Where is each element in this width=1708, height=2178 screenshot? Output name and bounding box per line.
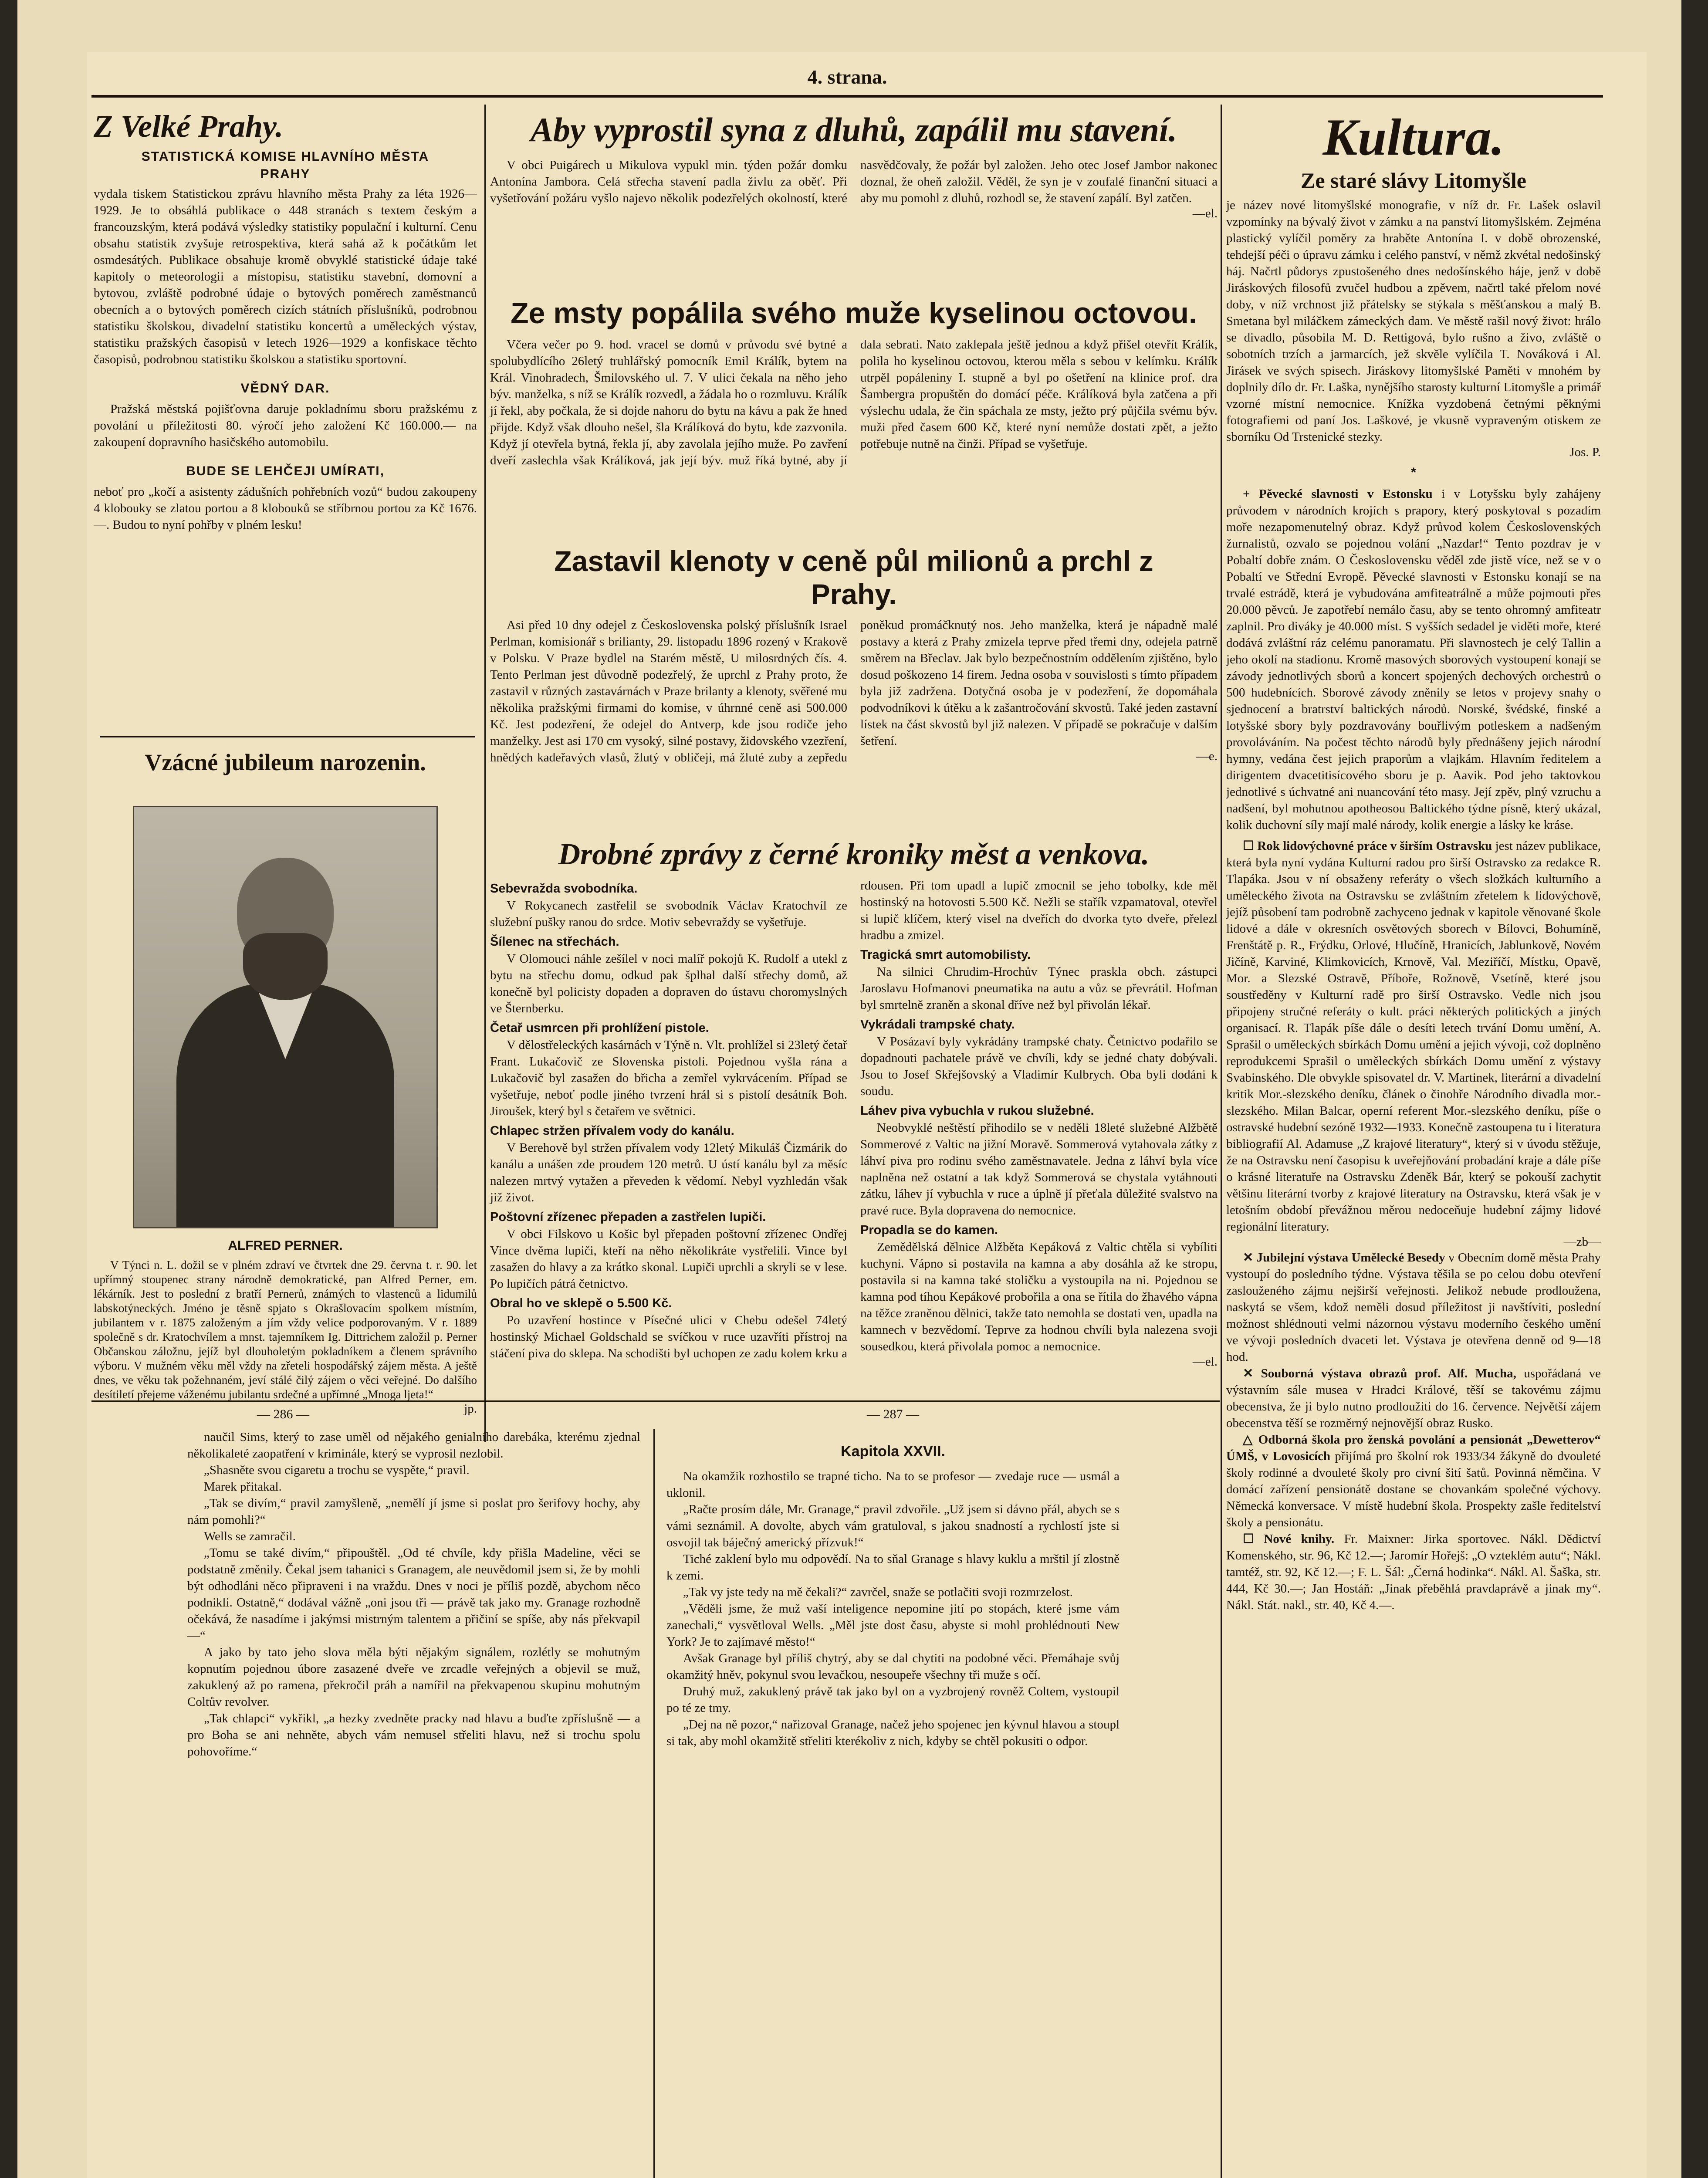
chronicle-title: Drobné zprávy z černé kroniky měst a venkova.	[558, 838, 1150, 871]
chronicle	[490, 836, 1218, 1394]
chronicle-item-title: Láhev piva vybuchla v rukou služebné.	[860, 1104, 1094, 1118]
article-signature: —e.	[1196, 749, 1218, 763]
novel-text-right	[666, 1468, 1120, 1749]
col1-news	[94, 109, 477, 754]
jubilee-signature: jp.	[464, 1402, 477, 1416]
page-number-right: — 287 —	[867, 1407, 919, 1421]
novel-paragraph: naučil Sims, který to zase uměl od nějakého genialního darebáka, kterému zjednal několikaleté zaopatření v kriminále, který se vyprosil nezlobil.	[187, 1430, 640, 1461]
chronicle-item-text: V Berehově byl stržen přívalem vody 12letý Mikuláš Čizmárik do kanálu a unášen zde proudem 120 metrů. U ústí kanálu byl za měsíc nalezen mrtvý vytažen a převeden k vědomí. Nebyl vyzhledán však již život.	[490, 1141, 847, 1204]
novel-paragraph: „Dej na ně pozor,“ nařizoval Granage, načež jeho spojenec jen kývnul hlavou a stoupl si tak, aby mohl okamžitě střeliti kterékoliv z nich, kdyby se chtěl pokusiti o odpor.	[666, 1718, 1120, 1748]
chronicle-item-title: Šílenec na střechách.	[490, 935, 619, 949]
chronicle-signature: —el.	[1192, 1355, 1218, 1369]
novel-right	[666, 1429, 1120, 2178]
portrait-photo	[133, 806, 438, 1228]
article-body: uspořádaná ve výstavním sále musea v Hradci Králové, těší se takovému zájmu obecenstva, že ji bylo nutno prodloužiti do 16. července. Největší zájem obecenstva těší se rozměrný nejnovější obraz Rusko.	[1226, 1366, 1601, 1430]
chronicle-item-text: V Posázaví byly vykrádány trampské chaty. Četnictvo podařilo se dopadnouti pachatele právě ve chvíli, kdy se jedné chaty dobývali. Jsou to Josef Skřejšovský a Vladimír Kulbrych. Oba byli dodáni k soudu.	[860, 1035, 1218, 1098]
article-text: neboť pro „kočí a asistenty zádušních pohřebních vozů“ budou zakoupeny 4 klobouky se zlatou portou a 8 klobouků se stříbrnou portou za Kč 1676.—. Budou to nyní pohřby v plném lesku!	[94, 485, 477, 532]
article-title: STATISTICKÁ KOMISE HLAVNÍHO MĚSTA PRAHY	[141, 149, 430, 181]
novel-chapter: Kapitola XXVII.	[841, 1443, 945, 1460]
novel-text-left	[187, 1429, 640, 1760]
section-title-velke-prahy: Z Velké Prahy.	[94, 109, 284, 144]
article-title: ✕ Jubilejní výstava Umělecké Besedy	[1243, 1251, 1445, 1265]
article-title: ☐ Rok lidovýchovné práce v širším Ostravsku	[1243, 839, 1492, 853]
article-columns	[490, 336, 1218, 469]
chronicle-item-text: Na silnici Chrudim-Hrochův Týnec praskla obch. zástupci Jaroslavu Hofmanovi pneumatika na autu a vůz se převrátil. Hofman byl smrtelně zraněn a skonal dříve než byl přivolán lékař.	[860, 965, 1218, 1012]
chronicle-item-text: Po uzavření hostince v Písečné ulici v Chebu odešel 74letý hostinský Michael Goldschald se svíčkou v ruce uzavříti přístroj na stáčení piva do sklepa. Na schodišti byl uchopen ze zadu kolem krku a rdousen. Při tom upadl a lupič zmocnil se jeho tobolky, kde měl hostinský na hotovosti 5.500 Kč. Nežli se stařík vzpamatoval, otevřel si lupič klíčem, který visel na dveřích do dvorka tyto dveře, přelezl hradbu a zmizel.	[490, 879, 1218, 1360]
article-columns	[490, 157, 1218, 221]
column-rule-2	[1221, 105, 1222, 2178]
article-title: BUDE SE LEHČEJI UMÍRATI,	[186, 464, 385, 478]
novel-paragraph: „Tak chlapci“ vykřikl, „a hezky zvedněte pracky nad hlavu a buďte zpříslušně — a pro Boha se ani nehněte, abych vám nemusel střeliti hlavu, než si trochu spolu pohovoříme.“	[187, 1711, 640, 1759]
chronicle-item-text: Zemědělská dělnice Alžběta Kepáková z Valtic chtěla si vybíliti kuchyni. Vápno si postavila na kamna a aby dosáhla až ke stropu, postavila si na kamna také stoličku a vystoupila na ni. Pojednou se kamna pod tíhou Kepákové probořila a ona se řítila do žhavého vápna na těžce zraněnou dělnici, takže tato nemohla se dostati ven, upadla na kamnech v bezvědomí. Teprve za hodnou chvíli byla nalezena svoji sousedkou, která přivolala pomoc a nemocnice.	[860, 1240, 1218, 1353]
article-title: Aby vyprostil syna z dluhů, zapálil mu stavení.	[530, 111, 1177, 149]
article-text	[1226, 1531, 1601, 1613]
article-text: je název nové litomyšlské monografie, v níž dr. Fr. Lašek oslavil vzpomínky na bývalý život v zámku a na panství litomyšlském. Zejména plastický vylíčil poměry za hraběte Antonína I. v době obrozenské, tehdejší péči o úpravu zámku i celého panství, v němž zkvétal nedošinský háj. Načrtl půdorys zpustošeného dnes nedošínského háje, jenž v době Jiráskových filosofů zvučel hudbou a zpěvem, načrtl také přelom nové doby, v níž vrchnost již přátelsky se stýkala s měšťanskou a malý B. Smetana byl miláčkem zámeckých dam. Ve městě rašil nový život: hrálo se divadlo, působila M. D. Rettigová, bylo rušno a živo, zvláště o sobotních trzích a jarmarcích, jež skvěle vylíčila T. Nováková i Al. Jirásek ve svých spisech. Jiráskovy litomyšlské Paměti v mnohém by doplnily dílo dr. Fr. Laška, nynějšího starosty kulturní Litomyšle a primář vzorné místní nemocnice. Knížka vyzdobená četnými pěknými fotografiemi od paní Jos. Laškové, je vkusně vypraveným otiskem ze sborníku Od Trstenické stezky.	[1226, 198, 1601, 444]
article-title: Ze staré slávy Litomyšle	[1301, 168, 1526, 193]
chronicle-item-title: Sebevražda svobodníka.	[490, 882, 638, 896]
article-body: Fr. Maixner: Jirka sportovec. Nákl. Dědictví Komenského, str. 96, Kč 12.—; Jaromír Hořejš: „O vzteklém autu“; Nákl. tamtéž, str. 92, Kč 12.—; F. L. Šál: „Černá hodinka“. Nákl. Al. Šaška, str. 444, Kč 30.—; Jan Hostáň: „Jinak přeběhlá pravdaprávě a jinak my“. Nákl. Stát. nakl., str. 40, Kč 4.—.	[1226, 1532, 1601, 1612]
article-signature: —zb—	[1563, 1235, 1601, 1249]
novel-paragraph: „Tak se divím,“ pravil zamyšleně, „nemělí jí jsme si poslat pro šerifovy hochy, aby nám pomohli?“	[187, 1496, 640, 1527]
article-text: Pražská městská pojišťovna daruje pokladnímu sboru pražskému z povolání u příležitosti 80. výročí jeho založení Kč 160.000.— na zakoupení dopravního hasičského automobilu.	[94, 402, 477, 449]
article-title: ☐ Nové knihy.	[1243, 1532, 1335, 1546]
chronicle-item-title: Poštovní zřízenec přepaden a zastřelen lupiči.	[490, 1210, 766, 1224]
article-title: + Pěvecké slavnosti v Estonsku	[1243, 487, 1433, 501]
article-text: Asi před 10 dny odejel z Československa polský příslušník Israel Perlman, komisionář s brilianty, 29. listopadu 1896 rozený v Krakově v Polsku. V Praze bydlel na Starém městě, U milosrdných čís. 4. Tento Perlman jest důvodně podezřelý, že uprchl z Prahy proto, že zastavil v různých zastavárnách v Praze brilanty a klenoty, svěřené mu několika pražskými firmami do komise, v úhrnné ceně asi 500.000 Kč. Jest podezření, že odejel do Antverp, kde jsou rodiče jeho manželky. Jest asi 170 cm vysoký, silné postavy, židovského vzezření, hnědých kadeřavých vlasů, žlutý v obličeji, má žluté zuby a zepředu poněkud promáčknutý nos. Jeho manželka, která je nápadně malé postavy a která z Prahy zmizela teprve před třemi dny, odejela patrně směrem na Břeclav. Jak bylo bezpečnostním oddělením zjištěno, bylo dosud poškozeno 14 firem. Jedna osoba v souvislosti s tímto případem byla již zadržena. Dotyčná osoba je v podezření, že dopomáhala podvodníkovi k útěku a k zašantročování skvostů. Také jeden zastavní lístek na část skvostů byl již nalezen. V případě se pokračuje v dalším šetření.	[490, 618, 1218, 764]
chronicle-item-title: Chlapec stržen přívalem vody do kanálu.	[490, 1124, 734, 1138]
col3-kultura	[1226, 109, 1601, 2178]
article-title: Zastavil klenoty v ceně půl milionů a prchl z Prahy.	[554, 545, 1153, 610]
chronicle-item-text: V dělostřeleckých kasárnách v Týně n. Vlt. prohlížel si 23letý četař Frant. Lukačovič ze Slovenska pistoli. Pojednou vyšla rána a Lukačovič byl zasažen do břicha a zemřel vykrvácením. Případ se vyšetřuje, neboť podle jiného tvrzení hrál si s pistolí desátník Boh. Jiroušek, který byl s četařem ve světnici.	[490, 1038, 847, 1118]
article-text	[1226, 486, 1601, 833]
novel-paragraph: Wells se zamračil.	[204, 1529, 296, 1543]
article-title: VĚDNÝ DAR.	[240, 381, 330, 396]
article-jambor	[490, 109, 1218, 292]
article-text	[1226, 1249, 1601, 1365]
article-text	[1226, 1431, 1601, 1531]
novel-paragraph: Druhý muž, zakuklený právě tak jako byl on a vyzbrojený rovněž Coltem, vystoupil po té ze tmy.	[666, 1684, 1120, 1715]
novel-column-rule	[653, 1429, 655, 2178]
novel-paragraph: Tiché zaklení bylo mu odpovědí. Na to sňal Granage s hlavy kuklu a mrštil jí zlostně k zemi.	[666, 1552, 1120, 1583]
article-text	[1226, 1365, 1601, 1431]
article-text	[1226, 838, 1601, 1235]
novel-paragraph: A jako by tato jeho slova měla býti nějakým signálem, rozlétly se mohutným kopnutím pojednou úbore zasazené dveře ve zrcadle veřejných a objevil se muž, zakuklený až po ramena, překročil práh a namířil na překvapenou skupinu mohutným Coltův revolver.	[187, 1645, 640, 1709]
chronicle-item-text: Neobvyklé neštěstí přihodilo se v neděli 18leté služebné Alžbětě Sommerové z Valtic na jižní Moravě. Sommerová vytahovala zátky z láhví piva pro rodinu svého zaměstnavatele. Jedna z láhví byla více naplněna než ostatní a tak když Sommerová se chystala vytáhnouti zátku, láhev jí vybuchla v ruce a úplně jí přeťala důležité svalstvo na pravé ruce. Byla dopravena do nemocnice.	[860, 1121, 1218, 1218]
separator-star: *	[1411, 465, 1416, 480]
article-columns	[490, 617, 1218, 766]
article-signature: —el.	[1192, 206, 1218, 220]
article-signature: Jos. P.	[1569, 445, 1601, 459]
chronicle-item-text: V Olomouci náhle zešílel v noci malíř pokojů K. Rudolf a utekl z bytu na střechu domu, odkud pak šplhal další střechy domů, až konečně byl policisty dopaden a dopraven do ústavu choromyslných ve Šternberku.	[490, 952, 847, 1015]
novel-paragraph: „Shasněte svou cigaretu a trochu se vyspěte,“ pravil.	[204, 1463, 470, 1477]
chronicle-item-text: V obci Filskovo u Košic byl přepaden poštovní zřízenec Ondřej Vince dvěma lupiči, kteří na něho několikráte vystřelili. Vince byl zasažen do hlavy a za krátko skonal. Lupiči uprchli a skryli se v lese. Po lupičích pátrá četnictvo.	[490, 1227, 847, 1291]
chronicle-item-title: Tragická smrt automobilisty.	[860, 948, 1031, 962]
article-body: i v Lotyšsku byly zahájeny průvodem v národních krojích s prapory, který poskytoval s pozadím moře nezapomenutelný obraz. Když průvod kolem Československých žurnalistů, ozvalo se pojednou volání „Nazdar!“ Tento pozdrav je v Pobaltí dobře znám. O Československu věděl zde jistě více, než se v o Pobaltí ve Střední Evropě. Pěvecké slavnosti v Estonsku konají se na trvalé estrádě, která je vybudována amfiteatrálně a může pojmouti přes 20.000 pěvců. Je zapotřebí nemálo času, aby se tento ohromný amfiteatr zaplnil. Pro diváky je 40.000 míst. S vyšších sedadel je viděti moře, které dodává zvláštní ráz celému panoramatu. Při slavnostech je celý Tallin a jeho okolí na stadionu. Kromě masových sborových vystoupení konají se závody jednotlivých sborů a koncert spojených dechových orchestrů o 500 hudebnících. Sborové závody zněnily se letos v projevy snahy o sjednocení a bratrství baltických národů. Norské, švédské, finské a lotyšské sbory byly pozdravovány bouřlivým potleskem a nadšeným provoláváním. Na počest těchto národů byly přednášeny jejich národní hymny, vedána čest jejich praporům a vlajkám. Hlavním ředitelem a dirigentem dvacetitisícového sboru je p. Aavik. Pod jeho taktovkou jednotlivé s úchvatné ani nuancování této masy. Její zpěv, plný vzruchu a nadšení, byl mohutnou apotheosou Baltického týdne písně, který ukázal, kolik duchovní síly mají malé národy, kolik energie a lásky ke kráse.	[1226, 487, 1601, 832]
article-title: Ze msty popálila svého muže kyselinou octovou.	[511, 297, 1197, 330]
article-title: ✕ Souborná výstava obrazů prof. Alf. Mucha,	[1243, 1366, 1516, 1380]
novel-paragraph: „Tomu se také divím,“ připouštěl. „Od té chvíle, kdy přišla Madeline, věci se podstatně změnily. Čekal jsem tahanici s Granagem, ale neuvědomil jsem si, že by mohli být odhodláni něco připraveni i na vraždu. Dnes v noci je příliš pozdě, abychom něco podnikli. Ostatně,“ dodával vážně „oni jsou tři — právě tak jako my. Granage rozhodně očekává, že nasadíme i jakýmsi mistrným talentem a přičiní se spíše, aby nás překvapil —“	[187, 1546, 640, 1643]
section-title-kultura: Kultura.	[1322, 108, 1505, 166]
chronicle-item-text: V Rokycanech zastřelil se svobodník Václav Kratochvíl ze služební pušky ranou do srdce. Motiv sebevraždy se vyšetřuje.	[490, 899, 847, 929]
page-number-header: 4. strana.	[807, 66, 887, 88]
chronicle-item-title: Četař usmrcen při prohlížení pistole.	[490, 1021, 709, 1035]
novel-paragraph: Avšak Granage byl příliš chytrý, aby se dal chytiti na podobné věci. Přemáhaje svůj okamžitý hněv, pokynul svou levačkou, nesoupeře všechny tři muže s očí.	[666, 1651, 1120, 1682]
article-perlman	[490, 544, 1218, 832]
article-text: V obci Puigárech u Mikulova vypukl min. týden požár domku Antonína Jambora. Celá střecha stavení padla živlu za oběť. Při vyšetřování požáru vyšlo najevo několik podezřelých okolností, které nasvědčovaly, že požár byl založen. Jeho otec Josef Jambor nakonec doznal, že oheň založil. Věděl, že syn je v zoufalé finanční situaci a aby mu pomohl z dluhů, rozhodl se, že stavení zapálí. Byl zatčen.	[490, 158, 1218, 205]
jubilee-title: Vzácné jubileum narozenin.	[145, 749, 426, 775]
chronicle-item-title: Propadla se do kamen.	[860, 1223, 998, 1237]
article-text: Včera večer po 9. hod. vracel se domů v průvodu své bytné a spolubydlícího 26letý truhlářský pomocník Emil Králík, bytem na Král. Vinohradech, Šmilovského ul. 7. V ulici čekala na něho jeho býv. manželka, s níž se Králík rozvedl, a žádala ho o rozmluvu. Králík jí řekl, aby počkala, že si dojde nahoru do bytu na kávu a pak že hned přijde. Když však dlouho nešel, šla Králíková do bytu, kde zazvonila. Když jí otevřela bytná, řekla jí, aby zavolala jejího muže. Po zavření dveří zaslechla však Králíková, jak její býv. muž říká bytné, aby jí dala sebrati. Nato zaklepala ještě jednou a když přišel otevřít Králík, polila ho kyselinou octovou, kterou měla s sebou v kelímku. Králík utrpěl popáleniny I. stupně a byl po ošetření na klinice prof. dra Šambergra propuštěn do domácí péče. Králíková byla zatčena a při výslechu udala, že čin spáchala ze msty, ježto prý půjčila svému býv. muži před časem 600 Kč, které nyní nemůže dostati zpět, a ježto potřebuje nutně na činži. Případ se vyšetřuje.	[490, 338, 1218, 467]
article-title: △ Odborná škola pro ženská povolání a pensionát „Dewetterov“ ÚMŠ, v Lovosicích	[1226, 1433, 1601, 1463]
article-text: vydala tiskem Statistickou zprávu hlavního města Prahy za léta 1926—1929. Je to obsáhlá publikace o 448 stranách s textem českým a francouzským, která podává výsledky statistiky populační i kulturní. Cenu obsahu statistik zvyšuje retrospektiva, která sahá až k počátkům let osmdesátých. Publikace obsahuje kromě obvyklé statistické údaje také kapitoly o meteorologii a místopisu, statistiku stavební, domovní a bytovou, zvláště podrobné údaje o bytových poměrech zaměstnanců obecních a o bytových poměrech cizích státních příslušníků, podrobnou statistiku školskou, divadelní statistiku koncertů a uměleckých výstav, statistiku pražských časopisů v letech 1926—1929 a konfiskace těchto časopisů, podrobnou statistiku školskou a statistiku sportovní.	[94, 187, 477, 366]
novel-paragraph: „Račte prosím dále, Mr. Granage,“ pravil zdvořile. „Už jsem si dávno přál, abych se s vámi seznámil. A dovolte, abych vám gratuloval, s jakou snadností a rychlostí jste si osvojil tak báječný americký přízvuk!“	[666, 1502, 1120, 1549]
chronicle-item-title: Vykrádali trampské chaty.	[860, 1018, 1015, 1032]
page-number-left: — 286 —	[257, 1407, 309, 1421]
chronicle-item-title: Obral ho ve sklepě o 5.500 Kč.	[490, 1296, 672, 1310]
right-edge	[1681, 0, 1708, 2178]
column-rule-1	[484, 105, 486, 1442]
portrait-caption: ALFRED PERNER.	[228, 1238, 343, 1253]
article-body: v Obecním domě města Prahy vystoupí do posledního týdne. Výstava těšila se po celou dobu otevření zaslouženého zájmu nejširší veřejnosti. Jelikož nebude prodloužena, naskytá se všem, kdož neměli dosud příležitost ji navštíviti, poslední možnost shlédnouti velmi názornou výstavu moderního českého umění ve vývoji posledních dvaceti let. Výstava je otevřena denně od 9—18 hod.	[1226, 1251, 1601, 1364]
jubilee-rule	[100, 736, 475, 737]
novel-paragraph: „Věděli jsme, že muž vaší inteligence nepomine jití po stopách, které jsme vám zanechali,“ vysvětloval Wells. „Měl jste dost času, abyste si mohl prohlédnouti New York? Je to zajímavé město!“	[666, 1602, 1120, 1649]
jubilee-text: V Týnci n. L. dožil se v plném zdraví ve čtvrtek dne 29. června t. r. 90. let upřímný stoupenec strany národně demokratické, pan Alfred Perner, em. lékárník. Jest to poslední z bratří Pernerů, známých to vlastenců a lidumilů labskotýneckých. Jméno je těsně spjato s Okrašlovacím spolkem místním, jubilantem v r. 1875 založeným a jím vždy velice podporovaným. V r. 1889 společně s dr. Kratochvílem a mnst. tajemníkem Ig. Dittrichem založil p. Perner Občanskou záložnu, jejíž byl dlouholetým pokladníkem a členem správního výboru. V mužném věku měl vždy na zřeteli hospodářský zájem města. A ještě dnes, ve věku tak požehnaném, jeví stálé čilý zájem o věci veřejné. Do dalšího desítiletí přejeme váženému jubilantu srdečné a upřímné „Mnoga ljeta!“	[94, 1258, 477, 1401]
article-body: přijímá pro školní rok 1933/34 žákyně do dvouleté školy rodinné a dvouleté školy pro civní šití šatů. Povinná němčina. V domácí zařízení pensionátě dostane se chovankám společné výchovy. Německá konversace. V místě hudební škola. Prospekty zašle ředitelství školy a pensionátu.	[1226, 1449, 1601, 1529]
article-body: jest název publikace, která byla nyní vydána Kulturní radou pro širší Ostravsko za redakce R. Tlapáka. Jsou v ní obsaženy referáty o všech složkách kulturního a uměleckého života na Ostravsku se zvláštním zřetelem k lidovýchově, jejíž působení tam podrobně zachyceno jednak v kapitole věnované škole lidové a dále v okresních osvětových sborech v Bílovci, Bohumíně, Frenštátě p. R., Frýdku, Orlové, Hlučíně, Hranicích, Jablunkově, Novém Jičíně, Karviné, Klimkovicích, Krnově, Val. Meziříčí, Místku, Opavě, Mor. a Slezské Ostravě, Příboře, Rožnově, Vsetíně, které jsou soustředěny v Kulturní radě pro širší Ostravsko. Vedle nich jsou připojeny stručné referáty o kult. práci některých politických a jiných organisací. R. Tlapák píše dále o desíti letech trvání Domu umění, A. Sprašil o uměleckých sbírkách Domu umění a jejich vývoji, což doplněno reprodukcemi Sprašil o uměleckých sbírkách Domu umění z výstavy Svabinského. Dle obvykle spisovatel dr. V. Martinek, literární a divadelní kritik Mor.-slezského deníku, článek o činohře Národního divadla mor.-slezského. Milan Balcar, operní referent Mor.-slezského deníku, píše o ostravské hudební sezóně 1932—1933. Konečně zastoupena tu i literatura bibliografií Al. Adamuse „Z krajové literatury“, který si v úvodu stěžuje, že na Ostravsku není časopisu k uveřejňování probadání kraje a dále píše o krásné literatuře na Ostravsku Zdeněk Bár, který se pokouší zachytit většinu literární tvorby z krajové literatury na Ostravsku, která však je v letošním období převážnou měrou nedoceňuje hudební zájmy lidové regionální literatury.	[1226, 839, 1601, 1234]
novel-paragraph: Na okamžik rozhostilo se trapné ticho. Na to se profesor — zvedaje ruce — usmál a uklonil.	[666, 1469, 1120, 1500]
header-rule	[91, 95, 1603, 98]
left-edge	[0, 0, 17, 2178]
article-kralik	[490, 296, 1218, 540]
novel-paragraph: „Tak vy jste tedy na mě čekali?“ zavrčel, snaže se potlačiti svoji rozmrzelost.	[683, 1585, 1073, 1599]
chronicle-list	[490, 877, 1218, 1369]
novel-left	[187, 1429, 640, 2178]
portrait-beard	[243, 933, 328, 1000]
novel-paragraph: Marek přitakal.	[204, 1480, 282, 1494]
